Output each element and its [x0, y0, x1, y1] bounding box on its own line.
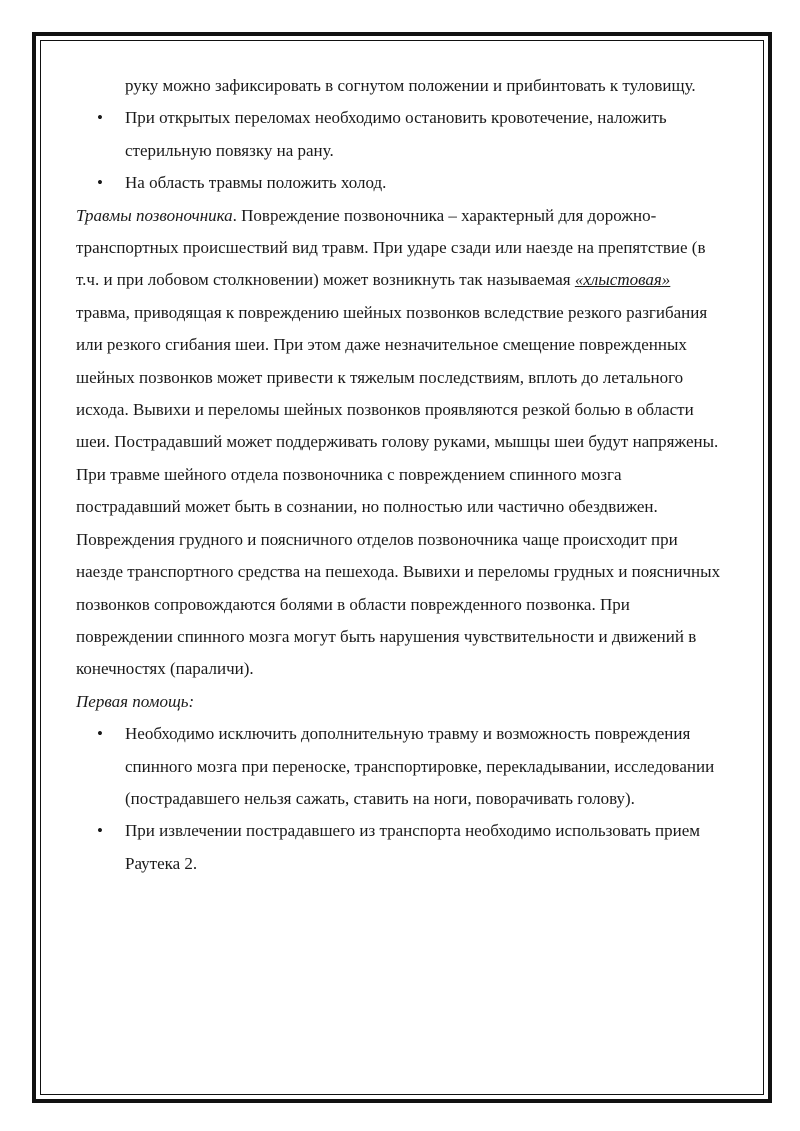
- list-item-text: На область травмы положить холод.: [125, 173, 387, 193]
- paragraph-intro: . Повреждение позвоночника – характерный для дорожно-транспортных происшествий вид травм. При ударе сзади или наезде на препятствие (в т.ч. и при лобовом столкновении) может возникнуть так называемая: [76, 205, 706, 290]
- first-aid-heading: Первая помощь:: [76, 691, 195, 711]
- list-item: [76, 815, 724, 880]
- spine-injury-paragraph: [76, 200, 724, 686]
- first-aid-list: [76, 718, 724, 880]
- list-item: [76, 102, 724, 167]
- list-item-text: При извлечении пострадавшего из транспорта необходимо использовать прием Раутека 2.: [125, 821, 701, 873]
- list-item-text: При открытых переломах необходимо остановить кровотечение, наложить стерильную повязку на рану.: [125, 108, 667, 160]
- top-list: [76, 70, 724, 200]
- whiplash-term-link[interactable]: «хлыстовая»: [574, 270, 671, 290]
- section-title: Травмы позвоночника: [76, 205, 233, 225]
- list-item-text: Необходимо исключить дополнительную травму и возможность повреждения спинного мозга при переноске, транспортировке, перекладывании, исследовании (пострадавшего нельзя сажать, ставить на ноги, поворачивать голову).: [125, 724, 715, 808]
- list-item: [76, 718, 724, 815]
- list-item: [76, 167, 724, 199]
- document-body: [76, 70, 724, 880]
- list-item: [76, 70, 724, 102]
- list-item-text: руку можно зафиксировать в согнутом положении и прибинтовать к туловищу.: [125, 76, 696, 95]
- paragraph-body: травма, приводящая к повреждению шейных позвонков вследствие резкого разгибания или резкого сгибания шеи. При этом даже незначительное смещение поврежденных шейных позвонков может привести к тяжелым последствиям, вплоть до летального исхода. Вывихи и переломы шейных позвонков проявляются резкой болью в области шеи. Пострадавший может поддерживать голову руками, мышцы шеи будут напряжены. При травме шейного отдела позвоночника с повреждением спинного мозга пострадавший может быть в сознании, но полностью или частично обездвижен. Повреждения грудного и поясничного отделов позвоночника чаще происходит при наезде транспортного средства на пешехода. Вывихи и переломы грудных и поясничных позвонков сопровождаются болями в области поврежденного позвонка. При повреждении спинного мозга могут быть нарушения чувствительности и движений в конечностях (параличи).: [76, 302, 721, 679]
